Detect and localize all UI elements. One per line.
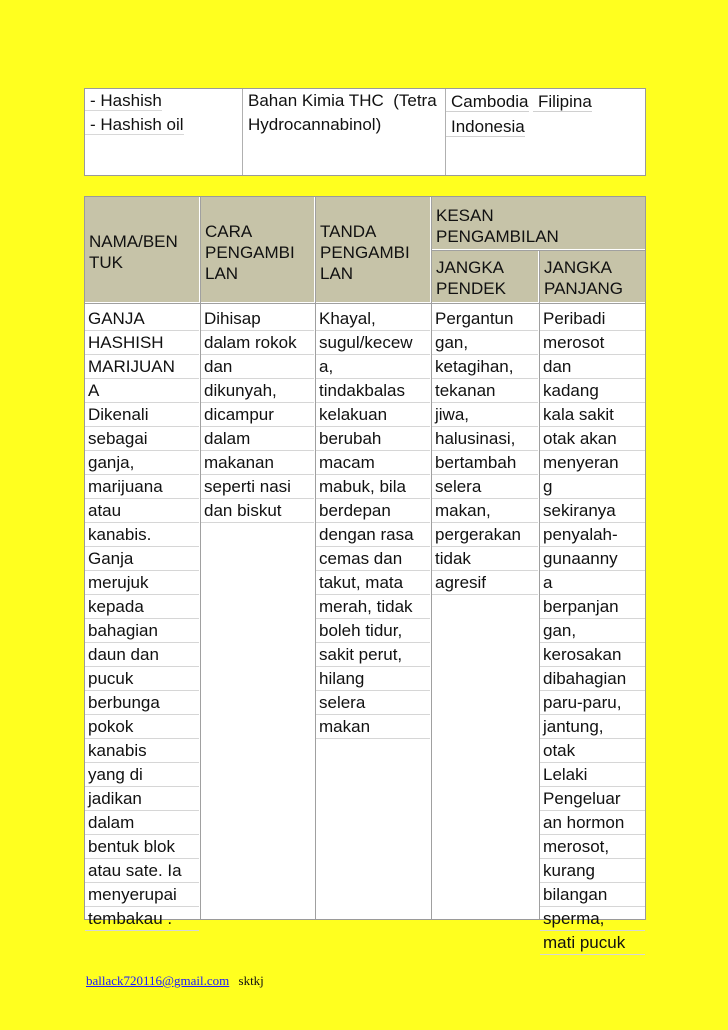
cell-line: Khayal, [316, 307, 430, 331]
cell-line: tidak [432, 547, 538, 571]
cell-line: bentuk blok [85, 835, 199, 859]
cell-line: merujuk [85, 571, 199, 595]
cell-line: jantung, [540, 715, 645, 739]
header-text: LAN [320, 264, 354, 283]
cell-line: menyeran [540, 451, 645, 475]
cell-line: Dikenali [85, 403, 199, 427]
page-footer [86, 973, 264, 989]
header-text: PENGAMBILAN [436, 227, 559, 246]
chemical-column [242, 89, 439, 175]
cell-line: cemas dan [316, 547, 430, 571]
cell-line: gan, [540, 619, 645, 643]
cell-line: makanan [201, 451, 314, 475]
column-divider [200, 197, 201, 919]
cell-line: Pergantun [432, 307, 538, 331]
cell-line: Pengeluar [540, 787, 645, 811]
cell-line: kurang [540, 859, 645, 883]
cell-line: GANJA [85, 307, 199, 331]
cell-line: ganja, [85, 451, 199, 475]
cell-line: macam [316, 451, 430, 475]
cell-line: agresif [432, 571, 538, 595]
cell-line: mati pucuk [540, 931, 645, 955]
author-email-link[interactable]: ballack720116@gmail.com [86, 973, 230, 988]
origin-countries-column [445, 89, 646, 175]
cell-line: sekiranya [540, 499, 645, 523]
header-text: CARA [205, 222, 253, 241]
cell-line: dan [540, 355, 645, 379]
cell-line: bilangan [540, 883, 645, 907]
header-jangka-pendek [432, 251, 538, 302]
country-item: Cambodia [446, 92, 529, 112]
cell-line: marijuana [85, 475, 199, 499]
cell-line: selera [316, 691, 430, 715]
cell-line: sugul/kecew [316, 331, 430, 355]
header-text: KESAN [436, 206, 494, 225]
cell-line: hilang [316, 667, 430, 691]
cell-line: bahagian [85, 619, 199, 643]
cell-line: kanabis [85, 739, 199, 763]
drug-form-item: - Hashish [85, 91, 162, 111]
cell-line: makan, [432, 499, 538, 523]
cell-line: tindakbalas [316, 379, 430, 403]
header-text: JANGKA [544, 258, 613, 277]
cell-line: ketagihan, [432, 355, 538, 379]
header-text: TANDA [320, 222, 377, 241]
cell-line: sebagai [85, 427, 199, 451]
header-text: PENDEK [436, 279, 506, 298]
cell-line: pucuk [85, 667, 199, 691]
header-cara-pengambilan [201, 197, 314, 302]
header-text: LAN [205, 264, 239, 283]
cell-line: Dihisap [201, 307, 314, 331]
cell-line: bertambah [432, 451, 538, 475]
kesan-subheader-divider [432, 250, 645, 251]
cell-line: sakit perut, [316, 643, 430, 667]
cell-line: gunaanny [540, 547, 645, 571]
country-item: Indonesia [446, 117, 525, 137]
column-jangka-panjang [540, 307, 645, 955]
chemical-line: Bahan Kimia THC [248, 91, 384, 110]
cannabis-effects-table [84, 196, 646, 952]
cell-line: dan biskut [201, 499, 314, 523]
cell-line: dalam rokok [201, 331, 314, 355]
cell-line: merah, tidak [316, 595, 430, 619]
header-text: NAMA/BEN [89, 232, 178, 251]
cell-line: tekanan [432, 379, 538, 403]
cell-line: dengan rasa [316, 523, 430, 547]
cell-line: otak akan [540, 427, 645, 451]
cell-line: an hormon [540, 811, 645, 835]
author-signature: sktkj [238, 973, 264, 988]
chemical-line: Hydrocannabinol) [248, 115, 382, 134]
column-jangka-pendek [432, 307, 538, 595]
cell-line: dan [201, 355, 314, 379]
cell-line: berubah [316, 427, 430, 451]
header-jangka-panjang [540, 251, 645, 302]
cell-line: kelakuan [316, 403, 430, 427]
cell-line: a [540, 571, 645, 595]
cell-line: kepada [85, 595, 199, 619]
cell-line: merosot [540, 331, 645, 355]
cell-line: halusinasi, [432, 427, 538, 451]
cell-line: takut, mata [316, 571, 430, 595]
cell-line: kadang [540, 379, 645, 403]
header-kesan-pengambilan [432, 197, 645, 249]
cell-line: pokok [85, 715, 199, 739]
cell-line: Lelaki [540, 763, 645, 787]
cell-line: paru-paru, [540, 691, 645, 715]
column-cara-pengambilan [201, 307, 314, 523]
cell-line: a, [316, 355, 430, 379]
header-tanda-pengambilan [316, 197, 430, 302]
header-text: PENGAMBI [205, 243, 295, 262]
cell-line: berpanjan [540, 595, 645, 619]
cell-line: sperma, [540, 907, 645, 931]
header-text: JANGKA [436, 258, 505, 277]
cell-line: MARIJUAN [85, 355, 199, 379]
header-text: PANJANG [544, 279, 624, 298]
header-nama-bentuk [85, 197, 199, 302]
cell-line: pergerakan [432, 523, 538, 547]
cell-line: tembakau . [85, 907, 199, 931]
cell-line: boleh tidur, [316, 619, 430, 643]
cell-line: selera [432, 475, 538, 499]
cell-line: otak [540, 739, 645, 763]
cell-line: berdepan [316, 499, 430, 523]
header-text: PENGAMBI [320, 243, 410, 262]
cell-line: HASHISH [85, 331, 199, 355]
cell-line: berbunga [85, 691, 199, 715]
cell-line: Peribadi [540, 307, 645, 331]
country-item: Filipina [533, 92, 592, 112]
cell-line: gan, [432, 331, 538, 355]
cell-line: penyalah- [540, 523, 645, 547]
drug-form-item: - Hashish oil [85, 115, 184, 135]
cell-line: dibahagian [540, 667, 645, 691]
cell-line: kala sakit [540, 403, 645, 427]
header-divider [85, 303, 645, 304]
cell-line: makan [316, 715, 430, 739]
cell-line: dalam [201, 427, 314, 451]
header-text: TUK [89, 253, 123, 272]
drug-info-table [84, 88, 646, 176]
cell-line: kanabis. [85, 523, 199, 547]
cell-line: jiwa, [432, 403, 538, 427]
cell-line: jadikan [85, 787, 199, 811]
column-tanda-pengambilan [316, 307, 430, 739]
cell-line: dikunyah, [201, 379, 314, 403]
chemical-line: (Tetra [393, 91, 437, 110]
cell-line: seperti nasi [201, 475, 314, 499]
cell-line: dalam [85, 811, 199, 835]
cell-line: mabuk, bila [316, 475, 430, 499]
cell-line: atau [85, 499, 199, 523]
drug-forms-column [85, 89, 240, 175]
cell-line: merosot, [540, 835, 645, 859]
cell-line: dicampur [201, 403, 314, 427]
cell-line: g [540, 475, 645, 499]
cell-line: atau sate. Ia [85, 859, 199, 883]
cell-line: kerosakan [540, 643, 645, 667]
cell-line: Ganja [85, 547, 199, 571]
column-nama-bentuk [85, 307, 199, 931]
cell-line: menyerupai [85, 883, 199, 907]
cell-line: daun dan [85, 643, 199, 667]
cell-line: yang di [85, 763, 199, 787]
cell-line: A [85, 379, 199, 403]
